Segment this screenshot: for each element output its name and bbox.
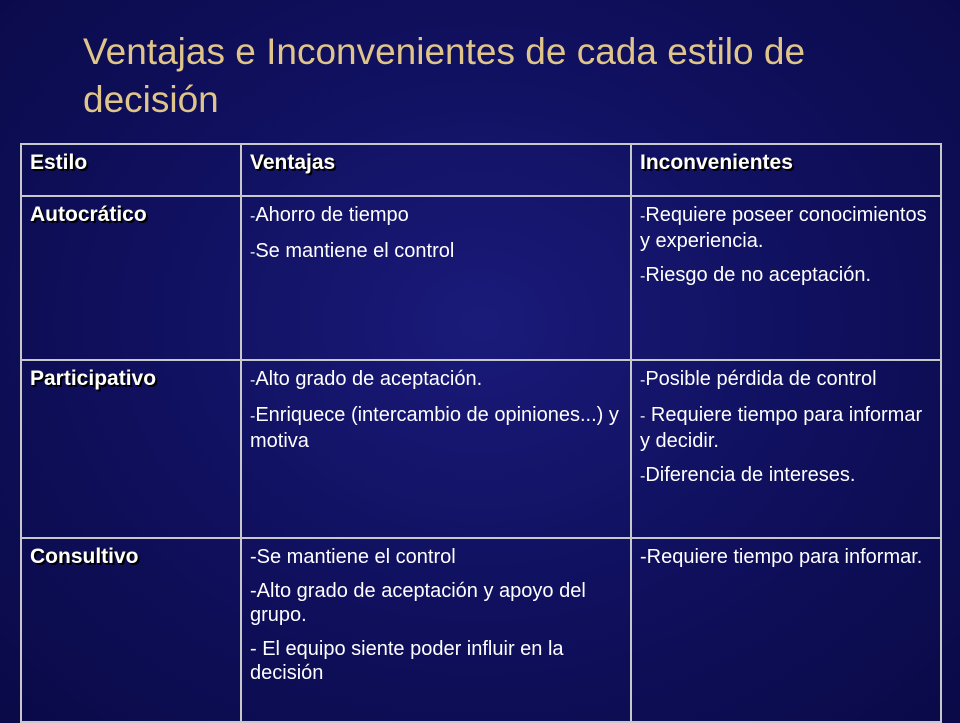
ventajas-cell xyxy=(241,538,631,722)
list-item: -Alto grado de aceptación. xyxy=(250,368,483,390)
list-item: - El equipo siente poder influir en la decisión xyxy=(250,638,564,684)
list-item: -Enriquece (intercambio de opiniones...) y motiva xyxy=(250,404,619,452)
slide-title: Ventajas e Inconvenientes de cada estilo de decisión xyxy=(83,31,806,120)
table-row-consultivo xyxy=(21,538,941,722)
list-item: -Posible pérdida de control xyxy=(640,368,877,390)
list-item: -Riesgo de no aceptación. xyxy=(640,264,872,286)
list-item: -Diferencia de intereses. xyxy=(640,464,856,486)
table-header-row xyxy=(21,144,941,196)
list-item: -Se mantiene el control xyxy=(250,240,455,262)
header-ventajas: Ventajas xyxy=(241,144,631,196)
ventajas-cell xyxy=(241,360,631,538)
header-estilo: Estilo xyxy=(21,144,241,196)
list-item: - Requiere tiempo para informar y decidir. xyxy=(640,404,923,452)
inconvenientes-cell xyxy=(631,538,941,722)
inconvenientes-cell xyxy=(631,196,941,360)
decision-styles-table xyxy=(20,143,942,723)
style-name-cell: Participativo xyxy=(21,360,241,538)
list-item: -Alto grado de aceptación y apoyo del grupo. xyxy=(250,580,586,626)
ventajas-cell xyxy=(241,196,631,360)
style-name-cell: Consultivo xyxy=(21,538,241,722)
list-item: -Requiere poseer conocimientos y experiencia. xyxy=(640,204,927,252)
list-item: -Se mantiene el control xyxy=(250,546,456,568)
table-row-participativo xyxy=(21,360,941,538)
header-inconvenientes: Inconvenientes xyxy=(631,144,941,196)
table-row-autocratico xyxy=(21,196,941,360)
list-item: -Ahorro de tiempo xyxy=(250,204,409,226)
style-name-cell: Autocrático xyxy=(21,196,241,360)
list-item: -Requiere tiempo para informar. xyxy=(640,546,923,568)
inconvenientes-cell xyxy=(631,360,941,538)
